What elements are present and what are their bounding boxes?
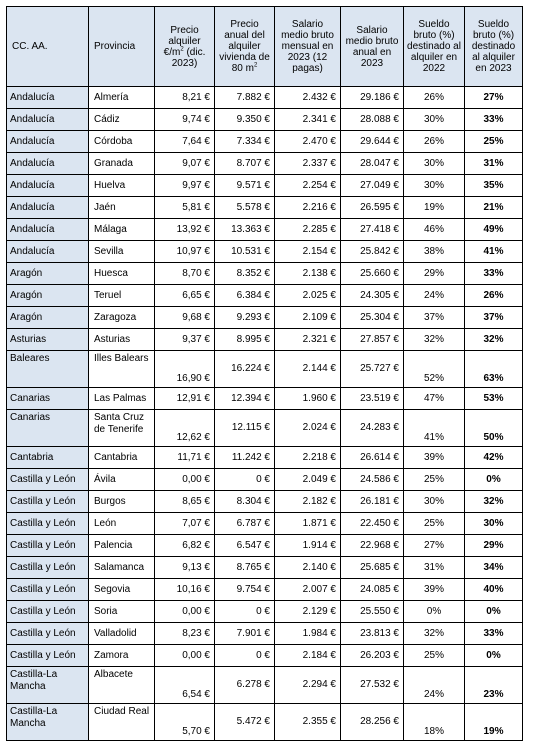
cell-anual: 10.531 € [215,241,275,263]
cell-provincia: Asturias [89,329,155,351]
cell-salario-anual: 28.047 € [341,153,404,175]
cell-ccaa: Andalucía [7,219,89,241]
cell-provincia: Soria [89,601,155,623]
cell-pct-2022: 38% [404,241,465,263]
cell-precio: 6,54 € [155,667,215,704]
cell-anual: 13.363 € [215,219,275,241]
cell-mensual: 2.109 € [275,307,341,329]
cell-anual: 8.304 € [215,491,275,513]
cell-provincia: Sevilla [89,241,155,263]
cell-precio: 11,71 € [155,447,215,469]
cell-precio: 9,37 € [155,329,215,351]
cell-pct-2023: 31% [465,153,523,175]
table-row [7,241,523,263]
cell-pct-2022: 41% [404,410,465,447]
cell-pct-2023: 35% [465,175,523,197]
table-row [7,513,523,535]
cell-salario-anual: 25.550 € [341,601,404,623]
table-row [7,410,523,447]
cell-precio: 9,07 € [155,153,215,175]
cell-ccaa: Castilla-La Mancha [7,667,89,704]
cell-mensual: 2.254 € [275,175,341,197]
header-salario-anual: Salario medio bruto anual en 2023 [341,7,404,87]
cell-pct-2022: 52% [404,351,465,388]
cell-ccaa: Castilla y León [7,645,89,667]
cell-provincia: Salamanca [89,557,155,579]
table-row [7,557,523,579]
header-pct-2022: Sueldo bruto (%) destinado al alquiler en 2022 [404,7,465,87]
cell-mensual: 2.285 € [275,219,341,241]
header-precio [155,7,215,87]
cell-anual: 9.293 € [215,307,275,329]
cell-anual: 6.384 € [215,285,275,307]
cell-precio: 8,23 € [155,623,215,645]
table-row [7,491,523,513]
cell-mensual: 2.216 € [275,197,341,219]
cell-salario-anual: 27.049 € [341,175,404,197]
cell-precio: 9,13 € [155,557,215,579]
table-header [7,7,523,87]
cell-salario-anual: 26.203 € [341,645,404,667]
cell-pct-2023: 0% [465,601,523,623]
cell-precio: 16,90 € [155,351,215,388]
cell-pct-2023: 33% [465,263,523,285]
cell-precio: 5,81 € [155,197,215,219]
cell-mensual: 2.144 € [275,351,341,388]
cell-precio: 0,00 € [155,645,215,667]
cell-provincia: Burgos [89,491,155,513]
cell-anual: 11.242 € [215,447,275,469]
cell-ccaa: Andalucía [7,153,89,175]
cell-pct-2022: 25% [404,645,465,667]
header-precio-text: Precio alquiler €/m [163,24,201,58]
cell-ccaa: Aragón [7,307,89,329]
cell-provincia: Málaga [89,219,155,241]
cell-pct-2023: 0% [465,645,523,667]
cell-mensual: 1.914 € [275,535,341,557]
cell-mensual: 2.129 € [275,601,341,623]
table-row [7,351,523,388]
cell-salario-anual: 27.532 € [341,667,404,704]
cell-pct-2023: 32% [465,491,523,513]
cell-pct-2022: 26% [404,87,465,109]
header-precio-suffix: (dic. 2023) [171,46,206,69]
table-row [7,175,523,197]
table-row [7,447,523,469]
rent-salary-table [6,6,523,741]
cell-pct-2022: 31% [404,557,465,579]
cell-anual: 9.571 € [215,175,275,197]
cell-salario-anual: 26.181 € [341,491,404,513]
cell-pct-2022: 30% [404,153,465,175]
cell-provincia: Almería [89,87,155,109]
cell-salario-anual: 27.418 € [341,219,404,241]
header-precio-sup: 2 [180,46,184,53]
cell-salario-anual: 24.085 € [341,579,404,601]
cell-salario-anual: 26.595 € [341,197,404,219]
cell-precio: 9,68 € [155,307,215,329]
cell-precio: 6,65 € [155,285,215,307]
cell-anual: 0 € [215,469,275,491]
cell-anual: 6.547 € [215,535,275,557]
table-row [7,645,523,667]
cell-ccaa: Aragón [7,263,89,285]
cell-ccaa: Andalucía [7,109,89,131]
cell-provincia: Huelva [89,175,155,197]
cell-salario-anual: 24.586 € [341,469,404,491]
cell-pct-2023: 40% [465,579,523,601]
cell-ccaa: Castilla y León [7,469,89,491]
cell-salario-anual: 25.727 € [341,351,404,388]
header-ccaa: CC. AA. [7,7,89,87]
cell-pct-2022: 27% [404,535,465,557]
header-pct-2023: Sueldo bruto (%) destinado al alquiler en 2023 [465,7,523,87]
table-row [7,667,523,704]
cell-precio: 5,70 € [155,704,215,741]
cell-salario-anual: 26.614 € [341,447,404,469]
header-anual-text: Precio anual del alquiler vivienda de 80 m [219,19,270,74]
cell-ccaa: Castilla y León [7,623,89,645]
table-row [7,579,523,601]
cell-ccaa: Castilla-La Mancha [7,704,89,741]
cell-provincia: Segovia [89,579,155,601]
cell-pct-2023: 37% [465,307,523,329]
table-row [7,329,523,351]
cell-anual: 16.224 € [215,351,275,388]
cell-salario-anual: 29.644 € [341,131,404,153]
cell-pct-2023: 34% [465,557,523,579]
cell-pct-2023: 53% [465,388,523,410]
cell-provincia: Cádiz [89,109,155,131]
cell-mensual: 2.025 € [275,285,341,307]
cell-mensual: 1.984 € [275,623,341,645]
cell-pct-2023: 41% [465,241,523,263]
table-row [7,87,523,109]
cell-provincia: Cantabria [89,447,155,469]
cell-precio: 13,92 € [155,219,215,241]
cell-pct-2022: 30% [404,109,465,131]
cell-ccaa: Andalucía [7,175,89,197]
cell-anual: 8.765 € [215,557,275,579]
cell-mensual: 2.341 € [275,109,341,131]
table-row [7,704,523,741]
cell-pct-2023: 33% [465,109,523,131]
cell-mensual: 2.182 € [275,491,341,513]
cell-provincia: Zamora [89,645,155,667]
table-row [7,535,523,557]
cell-provincia: Zaragoza [89,307,155,329]
table-row [7,388,523,410]
cell-precio: 8,70 € [155,263,215,285]
cell-pct-2023: 30% [465,513,523,535]
cell-anual: 6.787 € [215,513,275,535]
cell-mensual: 2.184 € [275,645,341,667]
header-mensual: Salario medio bruto mensual en 2023 (12 pagas) [275,7,341,87]
cell-provincia: Jaén [89,197,155,219]
cell-pct-2022: 39% [404,579,465,601]
table-row [7,285,523,307]
cell-provincia: Ciudad Real [89,704,155,741]
cell-provincia: Albacete [89,667,155,704]
cell-mensual: 2.355 € [275,704,341,741]
cell-precio: 12,62 € [155,410,215,447]
cell-anual: 7.901 € [215,623,275,645]
cell-pct-2023: 50% [465,410,523,447]
cell-anual: 8.352 € [215,263,275,285]
cell-mensual: 2.024 € [275,410,341,447]
cell-precio: 7,64 € [155,131,215,153]
cell-mensual: 2.294 € [275,667,341,704]
cell-pct-2023: 32% [465,329,523,351]
cell-precio: 8,21 € [155,87,215,109]
cell-ccaa: Cantabria [7,447,89,469]
cell-pct-2023: 19% [465,704,523,741]
cell-pct-2023: 25% [465,131,523,153]
cell-salario-anual: 25.660 € [341,263,404,285]
cell-pct-2022: 18% [404,704,465,741]
cell-salario-anual: 24.305 € [341,285,404,307]
cell-pct-2023: 23% [465,667,523,704]
cell-ccaa: Baleares [7,351,89,388]
cell-provincia: Illes Balears [89,351,155,388]
cell-salario-anual: 28.088 € [341,109,404,131]
cell-pct-2022: 25% [404,513,465,535]
cell-anual: 5.472 € [215,704,275,741]
cell-salario-anual: 24.283 € [341,410,404,447]
table-row [7,131,523,153]
cell-precio: 9,97 € [155,175,215,197]
cell-pct-2022: 32% [404,623,465,645]
cell-precio: 8,65 € [155,491,215,513]
cell-mensual: 2.049 € [275,469,341,491]
cell-provincia: Teruel [89,285,155,307]
cell-pct-2022: 24% [404,285,465,307]
cell-ccaa: Castilla y León [7,601,89,623]
cell-pct-2022: 24% [404,667,465,704]
table-row [7,601,523,623]
cell-pct-2022: 0% [404,601,465,623]
cell-salario-anual: 22.968 € [341,535,404,557]
cell-mensual: 2.007 € [275,579,341,601]
cell-mensual: 1.871 € [275,513,341,535]
cell-salario-anual: 23.813 € [341,623,404,645]
cell-precio: 0,00 € [155,469,215,491]
cell-mensual: 1.960 € [275,388,341,410]
cell-pct-2023: 63% [465,351,523,388]
header-anual-sup: 2 [253,62,258,69]
table-row [7,623,523,645]
cell-anual: 12.394 € [215,388,275,410]
cell-ccaa: Aragón [7,285,89,307]
cell-mensual: 2.470 € [275,131,341,153]
cell-pct-2022: 25% [404,469,465,491]
cell-pct-2022: 46% [404,219,465,241]
cell-mensual: 2.337 € [275,153,341,175]
cell-anual: 9.754 € [215,579,275,601]
cell-pct-2022: 30% [404,491,465,513]
cell-ccaa: Canarias [7,410,89,447]
cell-precio: 9,74 € [155,109,215,131]
cell-mensual: 2.432 € [275,87,341,109]
cell-anual: 0 € [215,601,275,623]
cell-pct-2023: 21% [465,197,523,219]
cell-anual: 8.707 € [215,153,275,175]
rent-salary-table-container [6,6,523,741]
cell-pct-2023: 42% [465,447,523,469]
cell-pct-2022: 47% [404,388,465,410]
cell-pct-2023: 0% [465,469,523,491]
table-row [7,263,523,285]
cell-pct-2023: 49% [465,219,523,241]
cell-precio: 10,16 € [155,579,215,601]
cell-anual: 0 € [215,645,275,667]
cell-ccaa: Castilla y León [7,557,89,579]
cell-pct-2022: 32% [404,329,465,351]
cell-mensual: 2.154 € [275,241,341,263]
cell-anual: 12.115 € [215,410,275,447]
cell-anual: 9.350 € [215,109,275,131]
cell-precio: 7,07 € [155,513,215,535]
cell-provincia: Las Palmas [89,388,155,410]
cell-anual: 8.995 € [215,329,275,351]
cell-ccaa: Andalucía [7,87,89,109]
cell-salario-anual: 25.842 € [341,241,404,263]
cell-provincia: León [89,513,155,535]
cell-pct-2023: 33% [465,623,523,645]
cell-pct-2022: 19% [404,197,465,219]
cell-provincia: Palencia [89,535,155,557]
cell-pct-2022: 26% [404,131,465,153]
cell-ccaa: Canarias [7,388,89,410]
cell-precio: 10,97 € [155,241,215,263]
cell-salario-anual: 22.450 € [341,513,404,535]
cell-provincia: Granada [89,153,155,175]
cell-ccaa: Castilla y León [7,535,89,557]
cell-ccaa: Andalucía [7,241,89,263]
table-row [7,153,523,175]
cell-anual: 7.882 € [215,87,275,109]
cell-ccaa: Andalucía [7,197,89,219]
cell-mensual: 2.321 € [275,329,341,351]
table-row [7,109,523,131]
cell-pct-2022: 29% [404,263,465,285]
header-provincia: Provincia [89,7,155,87]
cell-anual: 5.578 € [215,197,275,219]
cell-provincia: Valladolid [89,623,155,645]
cell-mensual: 2.218 € [275,447,341,469]
cell-ccaa: Castilla y León [7,513,89,535]
cell-ccaa: Castilla y León [7,491,89,513]
cell-anual: 7.334 € [215,131,275,153]
cell-provincia: Huesca [89,263,155,285]
cell-anual: 6.278 € [215,667,275,704]
cell-salario-anual: 29.186 € [341,87,404,109]
cell-pct-2023: 27% [465,87,523,109]
table-row [7,469,523,491]
cell-pct-2022: 37% [404,307,465,329]
table-row [7,307,523,329]
cell-ccaa: Andalucía [7,131,89,153]
cell-salario-anual: 27.857 € [341,329,404,351]
cell-pct-2022: 30% [404,175,465,197]
header-row [7,7,523,87]
cell-pct-2022: 39% [404,447,465,469]
cell-provincia: Ávila [89,469,155,491]
cell-salario-anual: 25.685 € [341,557,404,579]
cell-salario-anual: 28.256 € [341,704,404,741]
cell-precio: 6,82 € [155,535,215,557]
header-anual [215,7,275,87]
table-row [7,219,523,241]
cell-pct-2023: 29% [465,535,523,557]
cell-salario-anual: 25.304 € [341,307,404,329]
cell-provincia: Córdoba [89,131,155,153]
cell-pct-2023: 26% [465,285,523,307]
cell-mensual: 2.140 € [275,557,341,579]
cell-mensual: 2.138 € [275,263,341,285]
cell-salario-anual: 23.519 € [341,388,404,410]
table-row [7,197,523,219]
table-body [7,87,523,741]
cell-precio: 12,91 € [155,388,215,410]
cell-provincia: Santa Cruz de Tenerife [89,410,155,447]
cell-ccaa: Asturias [7,329,89,351]
cell-precio: 0,00 € [155,601,215,623]
cell-ccaa: Castilla y León [7,579,89,601]
